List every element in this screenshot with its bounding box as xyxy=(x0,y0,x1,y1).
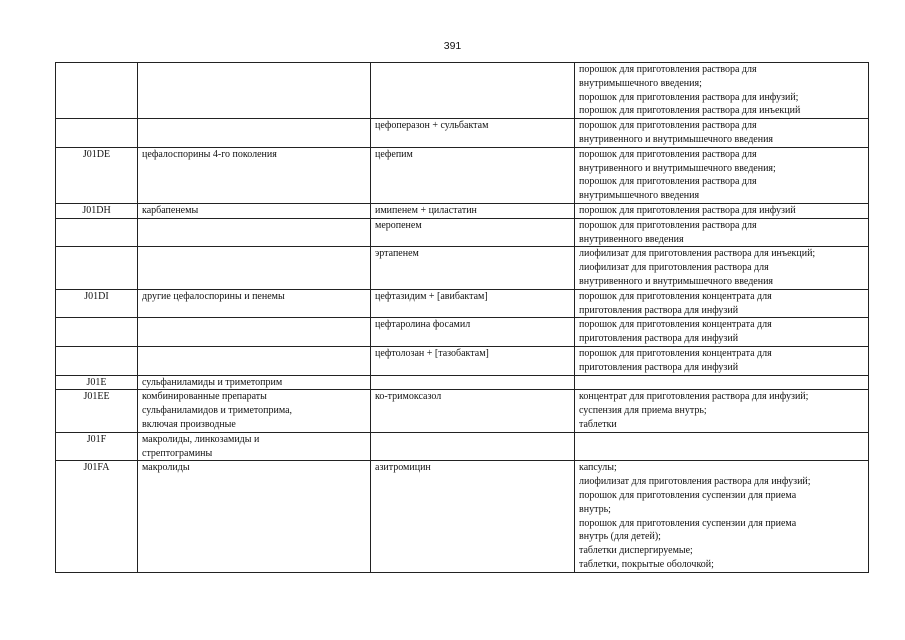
dosage-forms-line: порошок для приготовления концентрата для xyxy=(579,347,772,359)
dosage-forms-line: таблетки xyxy=(579,418,617,430)
atc-code-cell: J01E xyxy=(56,375,138,390)
atc-code-cell: J01DI xyxy=(56,289,138,318)
dosage-forms-cell xyxy=(575,289,869,318)
drug-name-cell xyxy=(371,390,575,432)
dosage-forms-cell xyxy=(575,432,869,461)
dosage-forms-cell xyxy=(575,461,869,572)
dosage-forms-cell xyxy=(575,63,869,119)
table-row xyxy=(56,203,869,218)
drug-name-line: меропенем xyxy=(375,219,422,231)
dosage-forms-line: порошок для приготовления концентрата для xyxy=(579,290,772,302)
table-row xyxy=(56,147,869,203)
dosage-forms-line: порошок для приготовления суспензии для приема xyxy=(579,517,797,529)
page-number: 391 xyxy=(443,40,462,52)
drug-name-cell xyxy=(371,63,575,119)
group-name-line: сульфаниламиды и триметоприм xyxy=(142,376,283,388)
dosage-forms-line: порошок для приготовления раствора для xyxy=(579,219,757,231)
group-name-cell xyxy=(138,375,371,390)
group-name-line: карбапенемы xyxy=(142,204,199,216)
atc-code-cell: J01FA xyxy=(56,461,138,572)
atc-code-cell xyxy=(56,346,138,375)
group-name-cell xyxy=(138,218,371,247)
drug-name-cell xyxy=(371,203,575,218)
dosage-forms-line: внутрь; xyxy=(579,503,611,515)
dosage-forms-line: концентрат для приготовления раствора для инфузий; xyxy=(579,391,809,403)
drug-table xyxy=(55,62,869,573)
dosage-forms-line: внутривенного и внутримышечного введения xyxy=(579,275,774,287)
dosage-forms-line: капсулы; xyxy=(579,462,617,474)
drug-name-line: ко-тримоксазол xyxy=(375,391,442,403)
table-row xyxy=(56,63,869,119)
dosage-forms-cell xyxy=(575,390,869,432)
table-row xyxy=(56,218,869,247)
dosage-forms-line: приготовления раствора для инфузий xyxy=(579,304,739,316)
table-row xyxy=(56,318,869,347)
drug-name-line: эртапенем xyxy=(375,248,419,260)
drug-name-line: цефтолозан + [тазобактам] xyxy=(375,347,489,359)
drug-name-line: цефоперазон + сульбактам xyxy=(375,120,489,132)
drug-name-cell xyxy=(371,346,575,375)
table-row xyxy=(56,247,869,289)
group-name-line: макролиды, линкозамиды и xyxy=(142,433,260,445)
dosage-forms-line: порошок для приготовления раствора для xyxy=(579,120,757,132)
dosage-forms-cell xyxy=(575,375,869,390)
drug-name-cell xyxy=(371,289,575,318)
atc-code-cell: J01DE xyxy=(56,147,138,203)
group-name-line: сульфаниламидов и триметоприма, xyxy=(142,405,293,417)
atc-code-cell: J01DH xyxy=(56,203,138,218)
group-name-line: комбинированные препараты xyxy=(142,391,267,403)
dosage-forms-line: порошок для приготовления раствора для инъекций xyxy=(579,105,801,117)
group-name-cell xyxy=(138,203,371,218)
group-name-cell xyxy=(138,289,371,318)
dosage-forms-line: порошок для приготовления раствора для xyxy=(579,148,757,160)
group-name-cell xyxy=(138,318,371,347)
dosage-forms-line: порошок для приготовления раствора для xyxy=(579,176,757,188)
group-name-cell xyxy=(138,346,371,375)
table-row xyxy=(56,461,869,572)
dosage-forms-line: приготовления раствора для инфузий xyxy=(579,361,739,373)
dosage-forms-cell xyxy=(575,318,869,347)
drug-name-cell xyxy=(371,461,575,572)
dosage-forms-cell xyxy=(575,147,869,203)
dosage-forms-line: порошок для приготовления концентрата для xyxy=(579,319,772,331)
dosage-forms-cell xyxy=(575,203,869,218)
dosage-forms-line: лиофилизат для приготовления раствора для инфузий; xyxy=(579,476,811,488)
dosage-forms-line: порошок для приготовления раствора для xyxy=(579,64,757,75)
drug-name-cell xyxy=(371,247,575,289)
group-name-cell xyxy=(138,63,371,119)
atc-code-cell xyxy=(56,218,138,247)
table-row xyxy=(56,375,869,390)
group-name-line: включая производные xyxy=(142,418,236,430)
drug-name-line: имипенем + циластатин xyxy=(375,204,477,216)
drug-name-line: цефепим xyxy=(375,148,413,160)
dosage-forms-line: таблетки, покрытые оболочкой; xyxy=(579,558,714,570)
drug-name-cell xyxy=(371,375,575,390)
table-row xyxy=(56,432,869,461)
drug-name-cell xyxy=(371,432,575,461)
dosage-forms-cell xyxy=(575,247,869,289)
table-row xyxy=(56,390,869,432)
atc-code-cell xyxy=(56,63,138,119)
dosage-forms-line: внутримышечного введения xyxy=(579,190,700,202)
group-name-cell xyxy=(138,147,371,203)
dosage-forms-cell xyxy=(575,218,869,247)
group-name-line: другие цефалоспорины и пенемы xyxy=(142,290,285,302)
group-name-line: цефалоспорины 4-го поколения xyxy=(142,148,277,160)
group-name-cell xyxy=(138,432,371,461)
dosage-forms-line: суспензия для приема внутрь; xyxy=(579,405,707,417)
atc-code-cell xyxy=(56,119,138,148)
atc-code-cell xyxy=(56,247,138,289)
group-name-cell xyxy=(138,119,371,148)
dosage-forms-line: порошок для приготовления раствора для инфузий; xyxy=(579,91,799,103)
table-row xyxy=(56,119,869,148)
group-name-cell xyxy=(138,247,371,289)
drug-name-cell xyxy=(371,318,575,347)
group-name-cell xyxy=(138,390,371,432)
dosage-forms-line: внутривенного и внутримышечного введения; xyxy=(579,162,776,174)
group-name-line: стрептограмины xyxy=(142,447,213,459)
dosage-forms-line: порошок для приготовления суспензии для приема xyxy=(579,489,797,501)
dosage-forms-line: приготовления раствора для инфузий xyxy=(579,333,739,345)
dosage-forms-line: внутрь (для детей); xyxy=(579,531,661,543)
dosage-forms-line: порошок для приготовления раствора для инфузий xyxy=(579,204,796,216)
table-row xyxy=(56,289,869,318)
atc-code-cell: J01EE xyxy=(56,390,138,432)
dosage-forms-line: внутривенного и внутримышечного введения xyxy=(579,133,774,145)
group-name-line: макролиды xyxy=(142,462,190,474)
dosage-forms-line: таблетки диспергируемые; xyxy=(579,545,693,557)
drug-name-line: азитромицин xyxy=(375,462,431,474)
dosage-forms-cell xyxy=(575,119,869,148)
drug-name-cell xyxy=(371,119,575,148)
dosage-forms-cell xyxy=(575,346,869,375)
table-row xyxy=(56,346,869,375)
group-name-cell xyxy=(138,461,371,572)
dosage-forms-line: внутривенного введения xyxy=(579,233,684,245)
atc-code-cell: J01F xyxy=(56,432,138,461)
drug-name-cell xyxy=(371,218,575,247)
drug-name-line: цефтаролина фосамил xyxy=(375,319,471,331)
drug-name-cell xyxy=(371,147,575,203)
drug-name-line: цефтазидим + [авибактам] xyxy=(375,290,488,302)
dosage-forms-line: лиофилизат для приготовления раствора для xyxy=(579,262,769,274)
atc-code-cell xyxy=(56,318,138,347)
dosage-forms-line: внутримышечного введения; xyxy=(579,77,702,89)
dosage-forms-line: лиофилизат для приготовления раствора для инъекций; xyxy=(579,248,816,260)
